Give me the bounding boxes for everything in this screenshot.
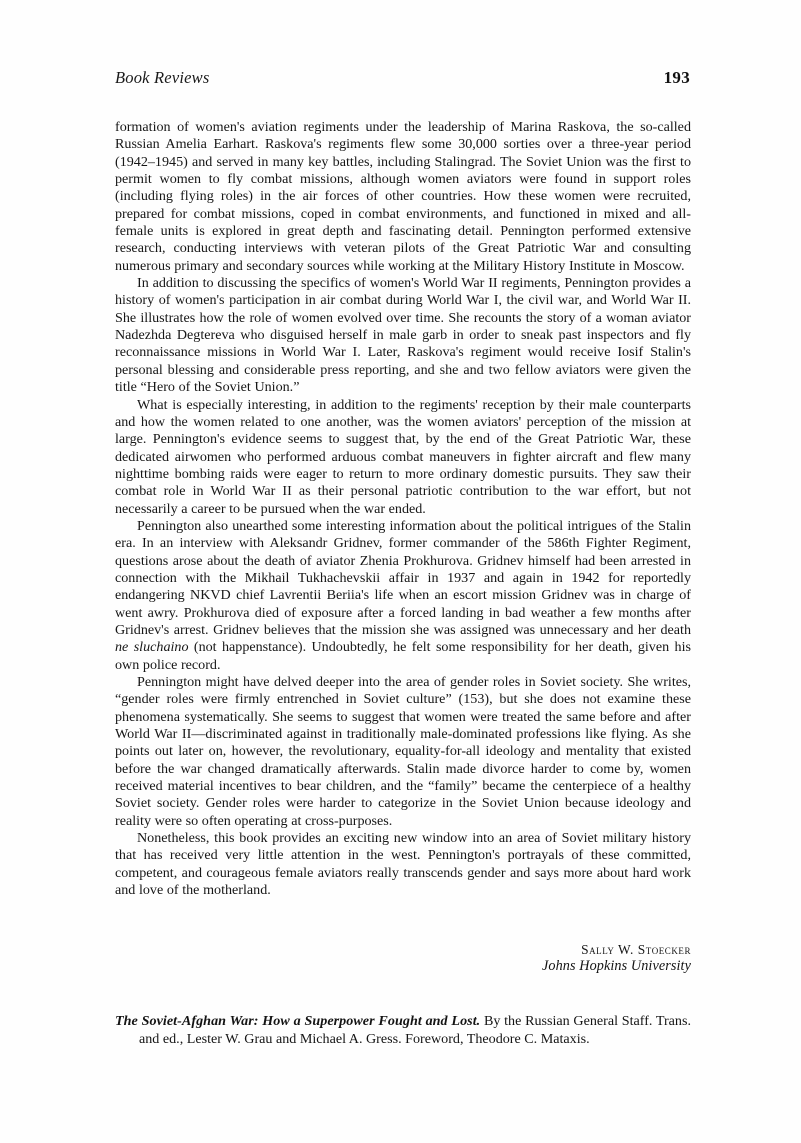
page-number: 193 <box>663 68 690 87</box>
paragraph-3: What is especially interesting, in addition to the regiments' reception by their male counterparts and how the women related to one another, was the women aviators' perception of the mission at large. Pennington's evidence seems to suggest that, by the end of the Great Patriotic War, these dedicated airwomen who performed arduous combat maneuvers in fighter aircraft and flew many nighttime bombing raids were eager to return to more ordinary domestic pursuits. They saw their combat role in World War II as their personal patriotic contribution to the war effort, but not necessarily a career to be pursued when the war ended. <box>115 396 691 517</box>
running-head-title: Book Reviews <box>115 68 210 87</box>
running-head <box>115 68 690 88</box>
paragraph-4-tail: (not happenstance). Undoubtedly, he felt some responsibility for her death, given his own police record. <box>115 639 691 673</box>
next-review-entry <box>91 1013 691 1048</box>
next-review-entry-line <box>115 1013 691 1048</box>
next-review-details: By the Russian General Staff. Trans. and ed., Lester W. Grau and Michael A. Gress. Foreword, Theodore C. Mataxis. <box>139 1013 691 1047</box>
paragraph-1: formation of women's aviation regiments under the leadership of Marina Raskova, the so-called Russian Amelia Earhart. Raskova's regiments flew some 30,000 sorties over a three-year period (1942–1945) and served in many key battles, including Stalingrad. The Soviet Union was the first to permit women to fly combat missions, although women aviators were found in support roles (including flying roles) in the air forces of other countries. How these women were recruited, prepared for combat missions, coped in combat environments, and functioned in mixed and all-female units is explored in great depth and fascinating detail. Pennington performed extensive research, conducting interviews with veteran pilots of the Great Patriotic War and consulting numerous primary and secondary sources while working at the Military History Institute in Moscow. <box>115 119 691 274</box>
reviewer-affiliation: Johns Hopkins University <box>542 958 691 975</box>
paragraph-2: In addition to discussing the specifics of women's World War II regiments, Pennington provides a history of women's participation in air combat during World War I, the civil war, and World War II. She illustrates how the role of women evolved over time. She recounts the story of a woman aviator Nadezhda Degtereva who disguised herself in male garb in order to sneak past inspectors and fly reconnaissance missions in World War I. Later, Raskova's regiment would receive Iosif Stalin's personal blessing and considerable press reporting, and she and two fellow aviators were given the title “Hero of the Soviet Union.” <box>115 275 691 396</box>
paragraph-4 <box>115 518 691 674</box>
italic-term-ne-sluchaino: ne sluchaino <box>115 639 189 656</box>
paragraph-5: Pennington might have delved deeper into the area of gender roles in Soviet society. She writes, “gender roles were firmly entrenched in Soviet culture” (153), but she does not examine these phenomena systematically. She seems to suggest that women were treated the same before and after World War II—discriminated against in traditionally male-dominated professions like flying. As she points out later on, however, the revolutionary, equality-for-all ideology and mentality that existed before the war changed dramatically afterwards. Stalin made divorce harder to come by, women received material incentives to bear children, and the “family” became the centerpiece of a healthy Soviet society. Gender roles were harder to categorize in the Soviet Union because ideology and reality were so often operating at cross-purposes. <box>115 674 691 829</box>
next-review-title: The Soviet-Afghan War: How a Superpower Fought and Lost. <box>115 1013 481 1029</box>
paragraph-6: Nonetheless, this book provides an exciting new window into an area of Soviet military history that has received very little attention in the west. Pennington's portrayals of these committed, competent, and courageous female aviators really transcends gender and says more about hard work and love of the motherland. <box>115 830 691 899</box>
reviewer-signature-block <box>115 941 691 976</box>
reviewer-name: Sally W. Stoecker <box>581 942 691 957</box>
paragraph-4-lead: Pennington also unearthed some interesting information about the political intrigues of the Stalin era. In an interview with Aleksandr Gridnev, former commander of the 586th Fighter Regiment, questions arose about the death of aviator Zhenia Prokhurova. Gridnev himself had been arrested in connection with the Mikhail Tukhachevskii affair in 1937 and again in 1942 for reportedly endangering NKVD chief Lavrentii Beriia's life when an escort mission Gridnev was in charge of went awry. Prokhurova died of exposure after a forced landing in bad weather a few months after Gridnev's arrest. Gridnev believes that the mission she was assigned was unnecessary and her death <box>115 517 691 638</box>
body-text-column <box>115 119 691 899</box>
